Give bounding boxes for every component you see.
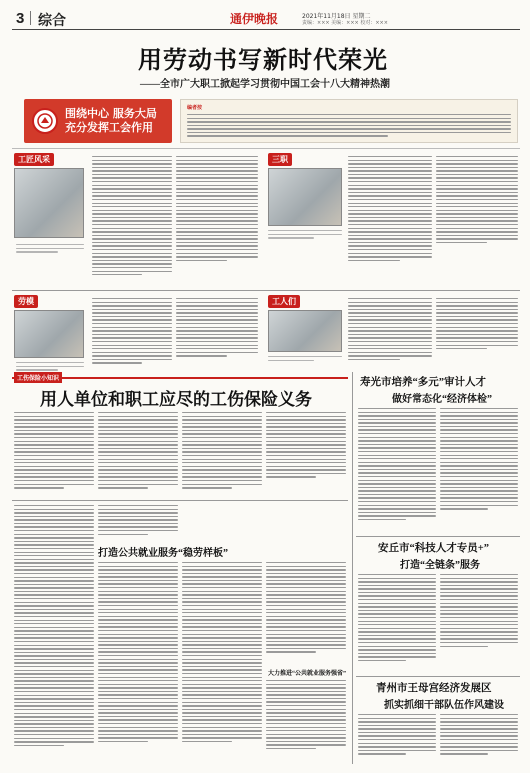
profile-text-2a	[348, 156, 432, 284]
sidebar-story-1-col-2	[440, 408, 518, 532]
profile-text-1a	[92, 156, 172, 284]
main-headline: 用劳动书写新时代荣光	[138, 48, 388, 74]
photo-caption-3	[16, 362, 84, 371]
photo-caption-4	[268, 356, 342, 361]
section-two-tag: 工伤保险小知识	[14, 372, 62, 383]
lower-left-col-1	[14, 505, 94, 761]
banner-line-1: 围绕中心 服务大局	[65, 107, 157, 120]
section-two-bottom-rule	[12, 500, 348, 501]
sidebar-rule-1	[356, 536, 520, 537]
section-two-col-2	[98, 412, 178, 496]
section-two-col-4	[266, 412, 346, 496]
profile-text-4a	[348, 298, 432, 370]
editor-line: 责编：××× 美编：××× 校对：×××	[302, 20, 388, 26]
section-tag-workers: 三职	[268, 153, 292, 166]
section-name: 综合	[38, 12, 66, 28]
union-emblem-icon	[32, 108, 58, 134]
lower-left-col-3	[182, 562, 262, 761]
sidebar-story-3-col-2	[440, 714, 518, 762]
body-top-rule	[12, 148, 520, 149]
lower-left-subhead: 大力推进“公共就业服务强省”	[268, 671, 347, 677]
sidebar-story-3-headline: 青州市王母宫经济发展区	[376, 683, 492, 694]
profile-text-1b	[176, 156, 258, 284]
sidebar-story-3-sub: 抓实抓细干部队伍作风建设	[384, 700, 504, 711]
sidebar-divider	[352, 372, 353, 764]
section-two-headline: 用人单位和职工应尽的工伤保险义务	[40, 390, 312, 409]
profile-photo-4	[268, 310, 342, 352]
sidebar-story-3-col-1	[358, 714, 436, 762]
lower-left-col-4-top	[266, 562, 346, 664]
sidebar-story-1-sub: 做好常态化“经济体检”	[392, 394, 492, 405]
main-subheadline: ——全市广大职工掀起学习贯彻中国工会十八大精神热潮	[140, 79, 390, 90]
lower-left-col-2	[98, 562, 178, 761]
profile-photo-1	[14, 168, 84, 238]
section-two-rule	[12, 377, 348, 379]
header-rule	[12, 29, 520, 30]
sidebar-story-1-col-1	[358, 408, 436, 532]
photo-caption-2	[268, 230, 342, 239]
sidebar-story-2-col-1	[358, 574, 436, 672]
editor-note-box	[180, 99, 518, 143]
slogan-banner	[24, 99, 172, 143]
section-tag-labor: 工人们	[268, 295, 300, 308]
issue-date: 2021年11月18日 星期二	[302, 13, 371, 20]
page-number: 3	[16, 10, 25, 27]
section-tag-craftsman: 工匠风采	[14, 153, 54, 166]
lower-left-col-4-bottom	[266, 680, 346, 761]
profile-photo-3	[14, 310, 84, 358]
profile-text-3b	[176, 298, 258, 370]
sidebar-story-2-sub: 打造“全链条”服务	[400, 560, 480, 571]
section-tag-model: 劳模	[14, 295, 38, 308]
lower-left-col-2-top	[98, 505, 178, 541]
profile-text-4b	[436, 298, 518, 370]
banner-line-2: 充分发挥工会作用	[65, 121, 153, 134]
profiles-mid-rule	[12, 290, 520, 291]
section-two-col-1	[14, 412, 94, 496]
header-divider	[30, 11, 31, 25]
sidebar-story-1-headline: 寿光市培养“多元”审计人才	[360, 377, 486, 388]
lower-left-headline: 打造公共就业服务“稳劳样板”	[98, 548, 228, 559]
section-two-col-3	[182, 412, 262, 496]
newspaper-logo: 通伊晚报	[230, 12, 279, 26]
sidebar-story-2-col-2	[440, 574, 518, 672]
sidebar-story-2-headline: 安丘市“科技人才专员+”	[378, 543, 489, 554]
profile-text-3a	[92, 298, 172, 370]
profile-text-2b	[436, 156, 518, 284]
editor-note-title: 编者按	[187, 105, 203, 111]
sidebar-rule-2	[356, 676, 520, 677]
photo-caption-1	[16, 244, 84, 253]
profile-photo-2	[268, 168, 342, 226]
